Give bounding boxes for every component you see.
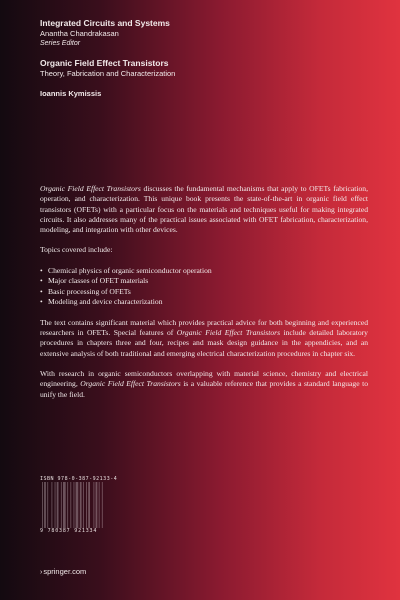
book-description: [40, 184, 368, 410]
book-title-reference: Organic Field Effect Transistors: [80, 379, 181, 389]
description-text: With research in organic semiconductors overlapping with material science, chemistry and electrical engineering,: [40, 368, 368, 389]
book-title: Organic Field Effect Transistors: [40, 58, 169, 68]
description-paragraph-4: [40, 369, 368, 400]
publisher-url: springer.com: [43, 567, 87, 576]
cover-header: [40, 18, 370, 99]
barcode-number: 9 780387 921334: [40, 528, 98, 534]
description-paragraph-3: [40, 318, 368, 359]
book-title-reference: Organic Field Effect Transistors: [40, 184, 141, 193]
description-paragraph-1: [40, 184, 368, 235]
topic-item: • Modeling and device characterization: [40, 297, 368, 308]
series-editor: Anantha Chandrakasan: [40, 29, 119, 38]
barcode-icon: [40, 482, 126, 528]
publisher-link[interactable]: [40, 567, 86, 576]
topic-item: • Major classes of OFET materials: [40, 276, 368, 287]
book-subtitle: Theory, Fabrication and Characterization: [40, 69, 176, 78]
isbn-label: ISBN 978-0-387-92133-4: [40, 476, 118, 482]
topics-list: [40, 266, 368, 308]
topic-item: • Chemical physics of organic semiconductor operation: [40, 266, 368, 277]
topics-intro: Topics covered include:: [40, 245, 113, 255]
description-text: is a valuable reference that provides a standard language to unify the field.: [40, 379, 369, 399]
chevron-right-icon: ›: [40, 569, 43, 576]
description-text: include detailed laboratory procedures in chapters three and four, recipes and mask design guidance in the appendicies, and an extensive analysis of both traditional and emerging electrical characterization procedures in chapter six.: [40, 328, 368, 358]
book-title-reference: Organic Field Effect Transistors: [176, 328, 281, 338]
topic-item: • Basic processing of OFETs: [40, 287, 368, 298]
description-text: discusses the fundamental mechanisms that apply to OFETs fabrication, operation, and characterization. This unique book presents the state-of-the-art in organic field effect transistors (OFETs) with a particular focus on the materials and techniques useful for making integrated circuits. It also addresses many of the practical issues associated with OFET fabrication, characterization, modeling, and integration with other devices.: [40, 184, 369, 235]
book-author: Ioannis Kymissis: [40, 89, 102, 98]
series-title: Integrated Circuits and Systems: [40, 18, 170, 28]
series-editor-role: Series Editor: [40, 40, 81, 47]
description-text: The text contains significant material which provides practical advice for both beginning and experienced researchers in OFETs. Special features of: [40, 317, 368, 338]
